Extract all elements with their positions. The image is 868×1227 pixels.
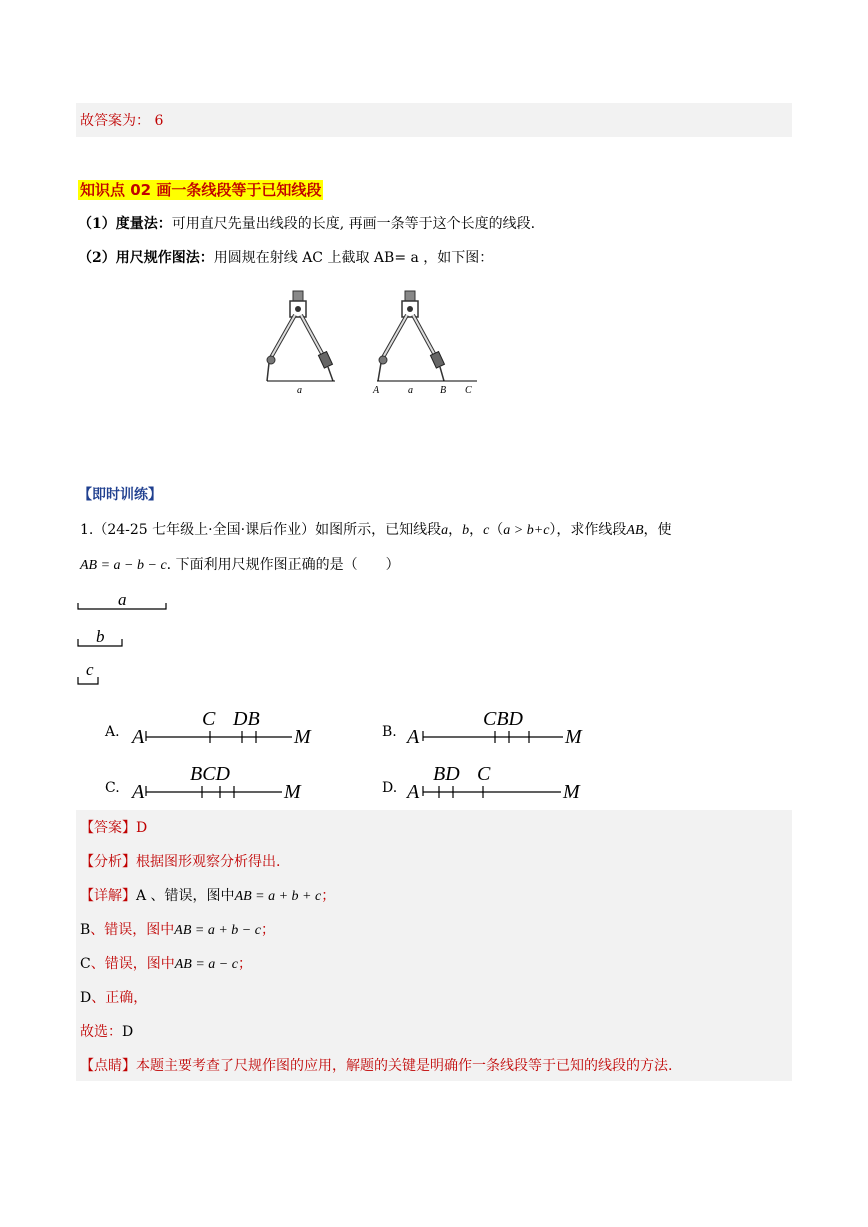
solution-analysis (80, 852, 280, 872)
detail-C-prefix: 、错误，图中 (90, 956, 175, 972)
question-line-2-text: . 下面利用尺规作图正确的是（ ） (166, 557, 400, 573)
method-1 (78, 214, 535, 234)
compass-figure (255, 285, 485, 395)
question-paren: （ (489, 522, 504, 538)
option-B-figure[interactable] (405, 705, 595, 750)
solution-band (76, 810, 792, 1081)
solution-detail-C (80, 954, 252, 975)
option-A-label-DB: DB (233, 708, 260, 730)
method-1-label: （1）度量法： (78, 216, 172, 232)
answer-tag: 【答案】 (80, 820, 136, 836)
detail-B-formula: AB = a + b − c (174, 923, 261, 938)
segment-label-c: c (86, 660, 94, 679)
option-B-letter[interactable]: B. (382, 724, 397, 740)
detail-C-post: ； (237, 956, 252, 972)
option-D-start-label: A (407, 781, 420, 803)
option-A-label-C: C (202, 708, 216, 730)
option-C-letter[interactable]: C. (105, 780, 120, 796)
option-D-figure[interactable] (405, 760, 595, 805)
method-1-text: 可用直尺先量出线段的长度, 再画一条等于这个长度的线段. (171, 216, 536, 232)
option-A-end-label: M (294, 726, 311, 748)
question-prefix: 1.（24-25 七年级上·全国·课后作业）如图所示，已知线段 (80, 522, 442, 538)
comment-tag: 【点睛】 (80, 1058, 136, 1074)
detail-D-letter: D (80, 990, 92, 1006)
right-label-B: B (440, 385, 447, 395)
right-label-A: A (373, 385, 380, 395)
solution-detail-D (80, 988, 147, 1008)
question-formula: AB = a − b − c (80, 558, 167, 573)
compass-left-icon (267, 291, 333, 381)
question-var-AB: AB (626, 523, 644, 538)
question-ask: ），求作线段 (549, 522, 627, 538)
option-D-label-C: C (477, 763, 491, 785)
detail-tag: 【详解】 (80, 888, 136, 904)
option-D-end-label: M (563, 781, 580, 803)
segment-label-b: b (96, 627, 105, 646)
answer-value: D (136, 820, 148, 836)
knowledge-point-title-text: 知识点 02 画一条线段等于已知线段 (80, 181, 322, 199)
detail-C-formula: AB = a − c (174, 957, 238, 972)
detail-B-prefix: 、错误，图中 (90, 922, 175, 938)
solution-detail-A (80, 886, 335, 907)
option-C-label-BCD: BCD (190, 763, 230, 785)
option-C-end-label: M (284, 781, 301, 803)
segment-label-a: a (118, 590, 127, 609)
question-comma: ， (469, 522, 484, 538)
analysis-text: 根据图形观察分析得出. (136, 854, 281, 870)
option-B-end-label: M (565, 726, 582, 748)
question-var-a: a (441, 523, 449, 538)
question-comma: ， (448, 522, 463, 538)
answer-band (76, 103, 792, 137)
detail-A-post: ； (321, 888, 336, 904)
given-segments (76, 585, 186, 690)
option-C-start-label: A (132, 781, 145, 803)
option-D-label-BD: BD (433, 763, 460, 785)
question-line-2 (80, 555, 400, 576)
option-B-start-label: A (407, 726, 420, 748)
solution-answer (80, 818, 147, 838)
method-2 (78, 248, 493, 268)
solution-comment (80, 1056, 672, 1076)
question-var-c: c (483, 523, 490, 538)
choose-value: D (122, 1024, 134, 1040)
question-line-1 (80, 520, 672, 541)
option-C-figure[interactable] (130, 760, 320, 805)
detail-A-prefix: A 、错误，图中 (136, 888, 235, 904)
question-condition: a > b+c (503, 523, 550, 538)
right-label-a: a (408, 385, 413, 395)
solution-choose (80, 1022, 133, 1042)
detail-D-text: 、正确， (91, 990, 148, 1006)
choose-prefix: 故选： (80, 1024, 122, 1040)
detail-B-letter: B (80, 922, 91, 938)
option-A-start-label: A (132, 726, 145, 748)
compass-right-icon (378, 291, 444, 381)
solution-detail-B (80, 920, 275, 941)
top-answer-text: 故答案为： 6 (80, 113, 164, 129)
training-header: 【即时训练】 (78, 487, 162, 503)
detail-B-post: ； (260, 922, 275, 938)
option-D-letter[interactable]: D. (382, 780, 398, 796)
option-B-label-CBD: CBD (483, 708, 523, 730)
analysis-tag: 【分析】 (80, 854, 136, 870)
question-var-b: b (462, 523, 470, 538)
method-2-text: 用圆规在射线 AC 上截取 AB= a ，如下图： (213, 250, 494, 266)
detail-C-letter: C (80, 956, 91, 972)
comment-text: 本题主要考查了尺规作图的应用，解题的关键是明确作一条线段等于已知的线段的方法. (136, 1058, 673, 1074)
left-label-a: a (297, 385, 302, 395)
method-2-label: （2）用尺规作图法： (78, 250, 214, 266)
option-A-letter[interactable]: A. (105, 724, 120, 740)
knowledge-point-title (78, 179, 323, 200)
question-shi: ，使 (643, 522, 672, 538)
detail-A-formula: AB = a + b + c (234, 889, 322, 904)
right-label-C: C (465, 385, 472, 395)
option-A-figure[interactable] (130, 705, 320, 750)
